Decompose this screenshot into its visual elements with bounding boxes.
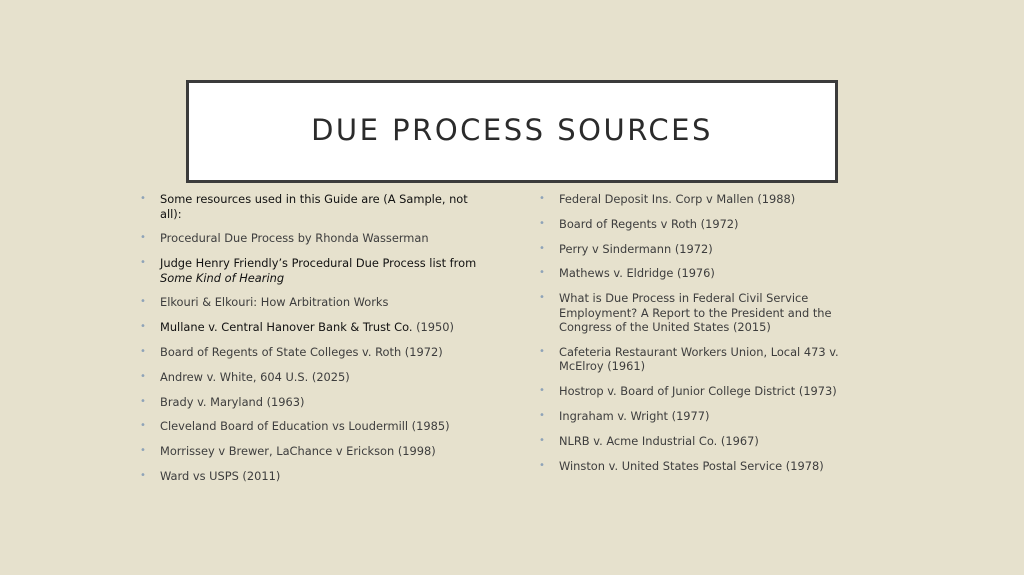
list-item-text: Brady v. Maryland (1963) — [160, 394, 305, 409]
list-item-text: Elkouri & Elkouri: How Arbitration Works — [160, 295, 389, 310]
list-item-text: NLRB v. Acme Industrial Co. (1967) — [559, 433, 759, 448]
bullet-icon: • — [140, 232, 146, 244]
bullet-icon: • — [539, 385, 545, 397]
list-item-text: Cafeteria Restaurant Workers Union, Local 473 v. McElroy (1961) — [559, 344, 839, 374]
list-item — [140, 469, 490, 484]
list-item-text: Hostrop v. Board of Junior College District (1973) — [559, 384, 837, 399]
list-item — [140, 231, 490, 246]
right-column-list — [539, 192, 884, 483]
list-item — [539, 291, 884, 335]
list-item-suffix: (1950) — [412, 320, 454, 335]
list-item — [539, 192, 884, 207]
list-item-text: Judge Henry Friendly’s Procedural Due Process list from — [160, 256, 477, 271]
bullet-icon: • — [539, 193, 545, 204]
list-item — [539, 217, 884, 232]
list-item — [539, 409, 884, 424]
list-item-italic-text: Some Kind of Hearing — [160, 270, 285, 285]
list-item — [140, 295, 490, 310]
bullet-icon: • — [539, 434, 545, 446]
list-item-text: Some resources used in this Guide are (A Sample, not all): — [160, 192, 468, 221]
bullet-icon: • — [140, 257, 146, 269]
list-item-text: Ward vs USPS (2011) — [160, 468, 281, 483]
list-item-text: Andrew v. White, 604 U.S. (2025) — [160, 369, 350, 384]
bullet-icon: • — [140, 370, 146, 382]
list-item-text: Winston v. United States Postal Service (1978) — [559, 458, 824, 473]
left-column-list — [140, 192, 490, 494]
slide-title: DUE PROCESS SOURCES — [311, 112, 713, 147]
list-item — [140, 395, 490, 410]
bullet-icon: • — [140, 296, 146, 308]
bullet-icon: • — [539, 345, 545, 357]
bullet-icon: • — [140, 469, 146, 481]
bullet-icon: • — [539, 459, 545, 471]
list-item — [539, 434, 884, 449]
list-item-text: Cleveland Board of Education vs Loudermill (1985) — [160, 419, 450, 434]
bullet-icon: • — [539, 410, 545, 422]
list-item — [539, 345, 884, 374]
list-item-text: Mullane v. Central Hanover Bank & Trust Co. — [160, 320, 413, 335]
list-item — [140, 370, 490, 385]
bullet-icon: • — [140, 193, 146, 204]
list-item — [140, 345, 490, 360]
list-item — [539, 266, 884, 281]
list-item-text: Ingraham v. Wright (1977) — [559, 409, 710, 424]
list-item-text: Federal Deposit Ins. Corp v Mallen (1988) — [559, 192, 796, 206]
list-item-text: Board of Regents of State Colleges v. Roth (1972) — [160, 344, 443, 359]
list-item — [140, 192, 490, 221]
list-item-text: Mathews v. Eldridge (1976) — [559, 266, 715, 281]
bullet-icon: • — [140, 321, 146, 333]
list-item-text: Perry v Sindermann (1972) — [559, 241, 713, 256]
bullet-icon: • — [140, 445, 146, 457]
title-box — [186, 80, 838, 183]
bullet-icon: • — [140, 420, 146, 432]
list-item — [140, 256, 490, 285]
list-item — [539, 459, 884, 474]
list-item — [140, 444, 490, 459]
list-item-text: What is Due Process in Federal Civil Service Employment? A Report to the President and the Congress of the United States (2015) — [559, 291, 832, 335]
list-item — [539, 242, 884, 257]
list-item — [140, 419, 490, 434]
bullet-icon: • — [539, 292, 545, 304]
list-item — [140, 320, 490, 335]
list-item-text: Morrissey v Brewer, LaChance v Erickson (1998) — [160, 444, 436, 459]
bullet-icon: • — [140, 345, 146, 357]
list-item-text: Procedural Due Process by Rhonda Wasserman — [160, 231, 429, 246]
bullet-icon: • — [140, 395, 146, 407]
list-item — [539, 384, 884, 399]
bullet-icon: • — [539, 242, 545, 254]
bullet-icon: • — [539, 267, 545, 279]
list-item-text: Board of Regents v Roth (1972) — [559, 216, 739, 231]
bullet-icon: • — [539, 217, 545, 229]
